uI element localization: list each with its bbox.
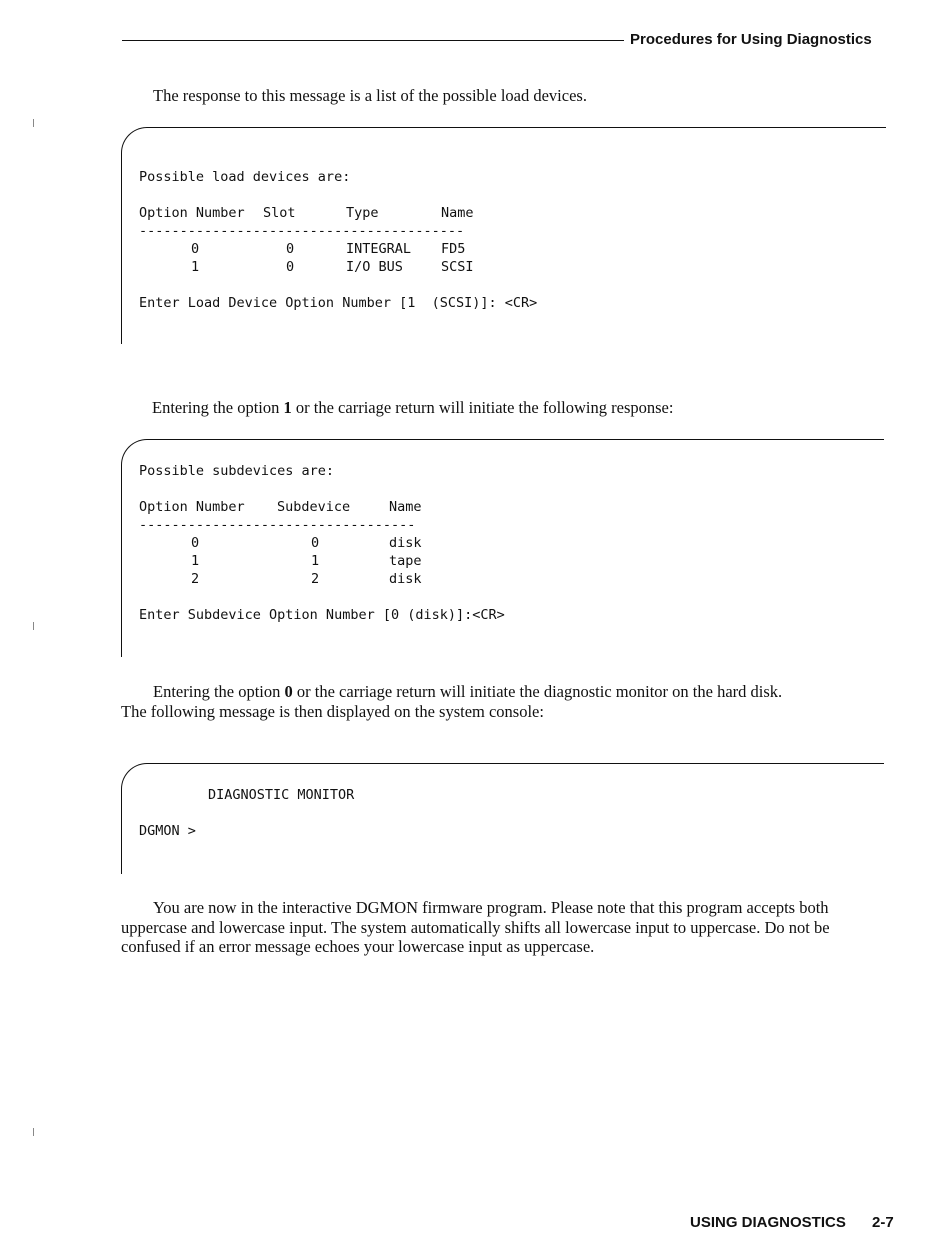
load-device-prompt: Enter Load Device Option Number [1 (SCSI)]: <CR> bbox=[139, 295, 538, 311]
table-cell: 0 bbox=[191, 535, 200, 551]
table-cell: 1 bbox=[191, 553, 200, 569]
option-1-paragraph bbox=[152, 398, 673, 418]
table-cell: 1 bbox=[311, 553, 320, 569]
table-cell: disk bbox=[389, 535, 422, 551]
para-text: or the carriage return will initiate the diagnostic monitor on the hard disk. bbox=[292, 682, 783, 701]
console-screen-diagnostic-monitor bbox=[121, 763, 884, 874]
table-cell: INTEGRAL bbox=[346, 241, 412, 257]
col-name: Name bbox=[389, 499, 422, 515]
table-cell: 0 bbox=[286, 241, 295, 257]
intro-paragraph: The response to this message is a list of the possible load devices. bbox=[153, 86, 587, 105]
subdevices-heading: Possible subdevices are: bbox=[139, 463, 335, 479]
table-cell: 0 bbox=[191, 241, 200, 257]
header-rule bbox=[122, 40, 624, 41]
para-text: Entering the option bbox=[152, 398, 284, 417]
table-separator: ---------------------------------------- bbox=[139, 226, 465, 236]
table-cell: 1 bbox=[191, 259, 200, 275]
para-text: Entering the option bbox=[153, 682, 285, 701]
col-name: Name bbox=[441, 205, 474, 221]
diagnostic-monitor-title: DIAGNOSTIC MONITOR bbox=[208, 787, 355, 803]
dgmon-info-paragraph: You are now in the interactive DGMON firmware program. Please note that this program accepts both uppercase and lowercase input. The system automatically shifts all lowercase input to uppercase. Do not be confused if an error message echoes your lowercase input as uppercase. bbox=[121, 898, 830, 956]
table-cell: 0 bbox=[286, 259, 295, 275]
col-slot: Slot bbox=[263, 205, 296, 221]
load-devices-heading: Possible load devices are: bbox=[139, 169, 351, 185]
subdevice-prompt: Enter Subdevice Option Number [0 (disk)]:<CR> bbox=[139, 607, 505, 623]
option-value: 1 bbox=[283, 398, 292, 417]
table-separator: ---------------------------------- bbox=[139, 520, 416, 530]
table-cell: 2 bbox=[191, 571, 200, 587]
footer-section-title: USING DIAGNOSTICS bbox=[690, 1214, 846, 1231]
table-cell: SCSI bbox=[441, 259, 474, 275]
option-value: 0 bbox=[284, 682, 293, 701]
page-number: 2-7 bbox=[872, 1214, 894, 1231]
dgmon-prompt: DGMON > bbox=[139, 823, 196, 839]
margin-tick bbox=[33, 119, 34, 127]
option-0-paragraph bbox=[121, 682, 891, 721]
margin-tick bbox=[33, 622, 34, 630]
table-cell: disk bbox=[389, 571, 422, 587]
para-text: or the carriage return will initiate the following response: bbox=[291, 398, 674, 417]
para-text: The following message is then displayed on the system console: bbox=[121, 701, 544, 721]
table-cell: tape bbox=[389, 553, 422, 569]
table-cell: 2 bbox=[311, 571, 320, 587]
col-type: Type bbox=[346, 205, 379, 221]
table-cell: I/O BUS bbox=[346, 259, 403, 275]
margin-tick bbox=[33, 1128, 34, 1136]
running-header-title: Procedures for Using Diagnostics bbox=[630, 31, 872, 48]
col-option-number: Option Number bbox=[139, 205, 245, 221]
col-subdevice: Subdevice bbox=[277, 499, 351, 515]
table-cell: FD5 bbox=[441, 241, 466, 257]
table-cell: 0 bbox=[311, 535, 320, 551]
col-option-number: Option Number bbox=[139, 499, 245, 515]
